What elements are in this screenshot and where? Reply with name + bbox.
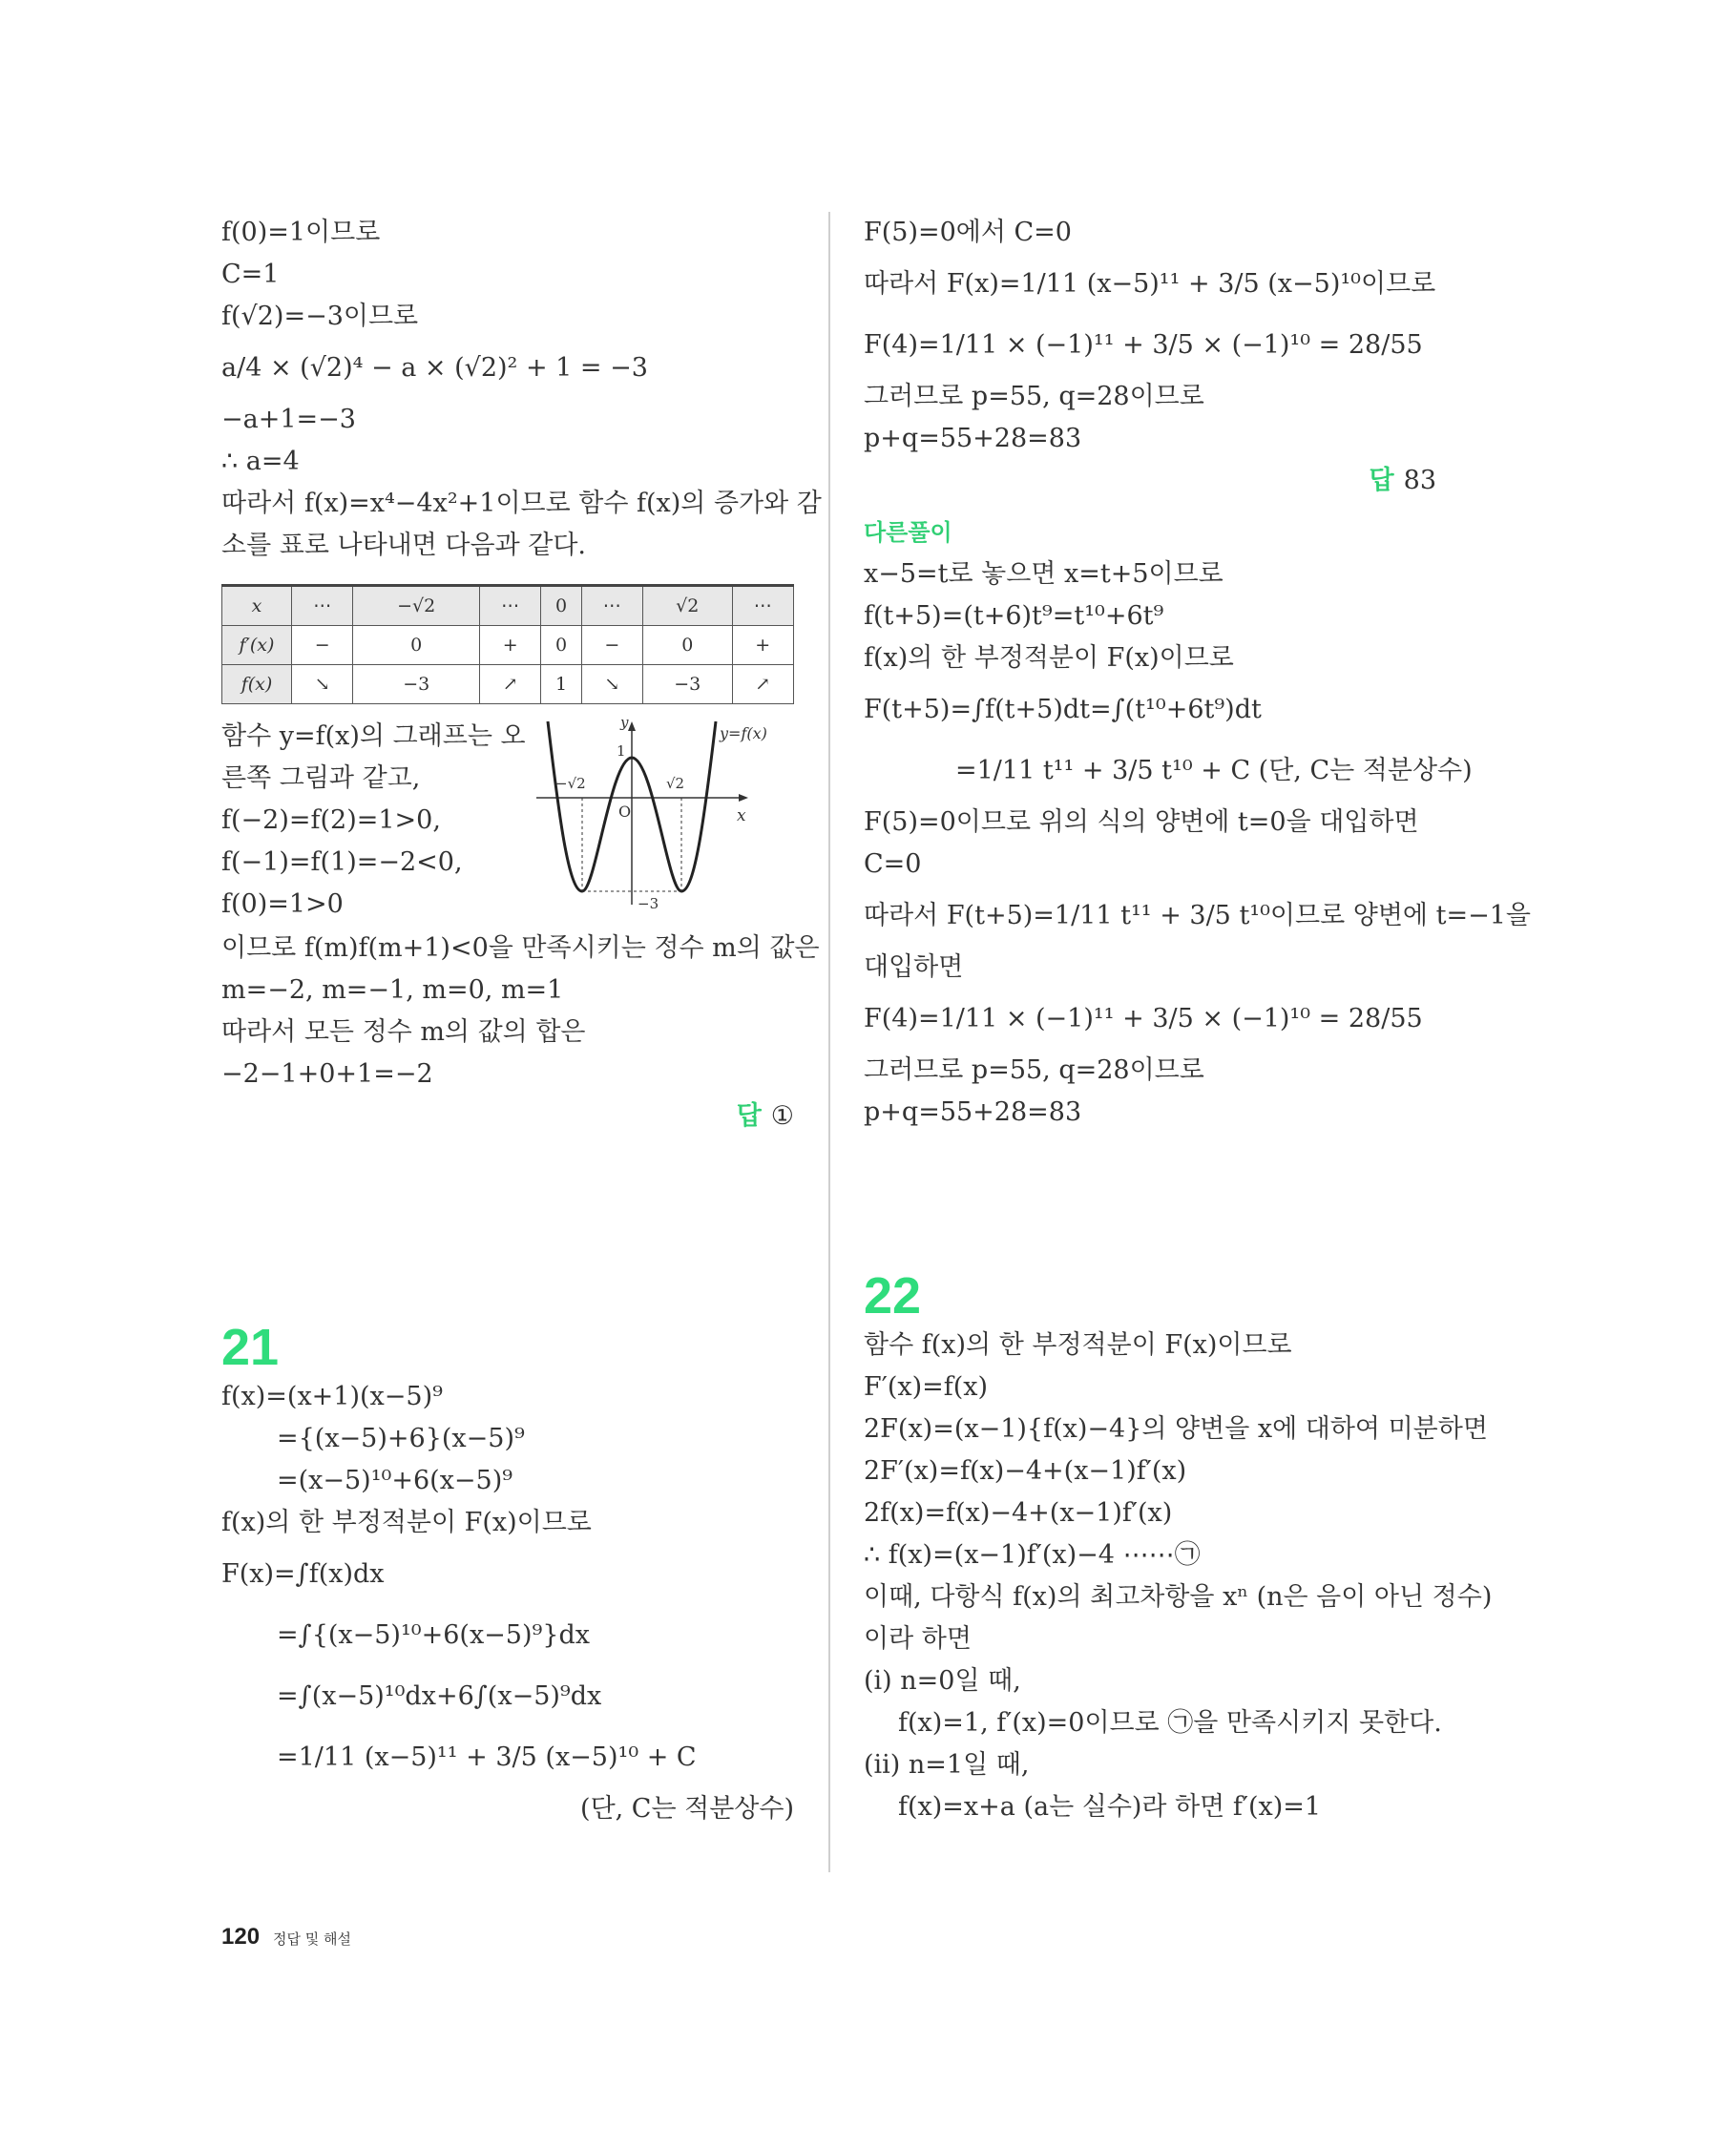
answer-label: 답 xyxy=(1369,466,1394,495)
x-axis-label: x xyxy=(737,806,746,825)
table-cell: ↘ xyxy=(292,665,353,704)
table-cell: ↗ xyxy=(732,665,794,704)
text-line: F(4)=1/11 × (−1)¹¹ + 3/5 × (−1)¹⁰ = 28/55 xyxy=(864,330,1423,360)
curve-label: y=f(x) xyxy=(720,724,767,742)
integration-constant-note: (단, C는 적분상수) xyxy=(580,1794,794,1824)
x-axis-arrow-icon xyxy=(739,794,748,802)
text-line: F(4)=1/11 × (−1)¹¹ + 3/5 × (−1)¹⁰ = 28/55 xyxy=(864,1004,1423,1033)
table-cell: ⋯ xyxy=(581,586,642,626)
alt-solution-title: 다른풀이 xyxy=(864,519,952,546)
table-cell: f′(x) xyxy=(222,626,292,665)
text-line: f(t+5)=(t+6)t⁹=t¹⁰+6t⁹ xyxy=(864,601,1164,631)
table-header-row xyxy=(222,586,794,626)
text-line: 2F(x)=(x−1){f(x)−4}의 양변을 x에 대하여 미분하면 xyxy=(864,1414,1488,1444)
table-cell: −3 xyxy=(353,665,480,704)
answer-value: 83 xyxy=(1403,466,1436,495)
text-line: m=−2, m=−1, m=0, m=1 xyxy=(221,975,564,1005)
text-line: 른쪽 그림과 같고, xyxy=(221,763,421,793)
problem-number: 21 xyxy=(221,1319,280,1376)
y-axis-arrow-icon xyxy=(628,721,636,731)
y-axis-label: y xyxy=(620,714,629,731)
answer-line xyxy=(864,460,1436,502)
table-cell: f(x) xyxy=(222,665,292,704)
text-line: F′(x)=f(x) xyxy=(864,1372,989,1402)
table-cell: − xyxy=(581,626,642,665)
text-line: F(t+5)=∫f(t+5)dt=∫(t¹⁰+6t⁹)dt xyxy=(864,695,1262,724)
text-line: 이때, 다항식 f(x)의 최고차항을 xⁿ (n은 음이 아닌 정수) xyxy=(864,1582,1493,1612)
text-line: −2−1+0+1=−2 xyxy=(221,1059,433,1089)
table-cell: ⋯ xyxy=(732,586,794,626)
text-line: 이므로 f(m)f(m+1)<0을 만족시키는 정수 m의 값은 xyxy=(221,933,820,963)
table-cell: ⋯ xyxy=(292,586,353,626)
right-column xyxy=(864,212,1531,1828)
table-cell: − xyxy=(292,626,353,665)
text-line: 2f(x)=f(x)−4+(x−1)f′(x) xyxy=(864,1498,1173,1528)
text-line: 함수 y=f(x)의 그래프는 오 xyxy=(221,721,526,751)
table-cell: √2 xyxy=(643,586,732,626)
sign-table xyxy=(221,584,794,704)
text-line: p+q=55+28=83 xyxy=(864,424,1082,453)
text-line: 이라 하면 xyxy=(864,1624,972,1654)
table-row xyxy=(222,665,794,704)
table-cell: 0 xyxy=(353,626,480,665)
table-cell: ↗ xyxy=(479,665,540,704)
text-line: −a+1=−3 xyxy=(221,405,356,434)
text-line: 소를 표로 나타내면 다음과 같다. xyxy=(221,531,586,560)
text-line: f(x)의 한 부정적분이 F(x)이므로 xyxy=(864,643,1234,673)
tick-label: √2 xyxy=(666,775,685,792)
text-line: (ⅱ) n=1일 때, xyxy=(864,1750,1030,1780)
text-line: x−5=t로 놓으면 x=t+5이므로 xyxy=(864,559,1224,589)
text-line: a/4 × (√2)⁴ − a × (√2)² + 1 = −3 xyxy=(221,353,648,383)
text-line: f(x)의 한 부정적분이 F(x)이므로 xyxy=(221,1508,592,1537)
text-line: 그러므로 p=55, q=28이므로 xyxy=(864,382,1204,411)
table-cell: + xyxy=(479,626,540,665)
text-line: ∴ f(x)=(x−1)f′(x)−4 ⋯⋯㉠ xyxy=(864,1540,1201,1570)
text-line: f(x)=x+a (a는 실수)라 하면 f′(x)=1 xyxy=(898,1792,1322,1822)
page-number: 120 xyxy=(221,1924,261,1950)
text-line: (ⅰ) n=0일 때, xyxy=(864,1666,1021,1696)
text-line: ={(x−5)+6}(x−5)⁹ xyxy=(277,1424,525,1453)
text-line: =(x−5)¹⁰+6(x−5)⁹ xyxy=(277,1466,513,1495)
table-cell: + xyxy=(732,626,794,665)
answer-value: ① xyxy=(770,1101,794,1131)
table-cell: 0 xyxy=(541,626,581,665)
text-line: p+q=55+28=83 xyxy=(864,1097,1082,1127)
text-line: =1/11 t¹¹ + 3/5 t¹⁰ + C (단, C는 적분상수) xyxy=(955,756,1473,785)
text-line: 그러므로 p=55, q=28이므로 xyxy=(864,1055,1204,1085)
text-line: 따라서 f(x)=x⁴−4x²+1이므로 함수 f(x)의 증가와 감 xyxy=(221,489,822,518)
table-cell: ⋯ xyxy=(479,586,540,626)
table-cell: −√2 xyxy=(353,586,480,626)
text-line: 대입하면 xyxy=(864,952,964,982)
text-line: f(x)=1, f′(x)=0이므로 ㉠을 만족시키지 못한다. xyxy=(898,1708,1442,1738)
text-line: f(√2)=−3이므로 xyxy=(221,302,419,331)
text-line: f(−1)=f(1)=−2<0, xyxy=(221,847,463,877)
answer-line xyxy=(221,1095,794,1137)
text-line: F(5)=0에서 C=0 xyxy=(864,218,1072,247)
text-line: 2F′(x)=f(x)−4+(x−1)f′(x) xyxy=(864,1456,1187,1486)
text-line: =∫{(x−5)¹⁰+6(x−5)⁹}dx xyxy=(277,1620,591,1650)
text-line: f(0)=1이므로 xyxy=(221,218,381,247)
table-cell: ↘ xyxy=(581,665,642,704)
text-line: 따라서 F(x)=1/11 (x−5)¹¹ + 3/5 (x−5)¹⁰이므로 xyxy=(864,269,1436,299)
page-footer xyxy=(221,1924,351,1951)
text-line: 따라서 모든 정수 m의 값의 합은 xyxy=(221,1017,586,1047)
text-line: f(−2)=f(2)=1>0, xyxy=(221,805,441,835)
function-graph xyxy=(536,704,794,914)
tick-label: −√2 xyxy=(555,775,586,792)
table-cell: 0 xyxy=(643,626,732,665)
text-line: C=0 xyxy=(864,849,922,879)
table-cell: −3 xyxy=(643,665,732,704)
footer-label: 정답 및 해설 xyxy=(273,1930,352,1948)
graph-block xyxy=(221,716,794,928)
table-cell: 0 xyxy=(541,586,581,626)
table-cell: 1 xyxy=(541,665,581,704)
left-column xyxy=(221,212,822,1830)
problem-number: 22 xyxy=(864,1267,922,1325)
column-divider xyxy=(828,212,830,1872)
tick-label: 1 xyxy=(617,742,626,760)
text-line: =∫(x−5)¹⁰dx+6∫(x−5)⁹dx xyxy=(277,1681,602,1711)
text-line: 따라서 F(t+5)=1/11 t¹¹ + 3/5 t¹⁰이므로 양변에 t=−1을 xyxy=(864,901,1531,930)
text-line: f(x)=(x+1)(x−5)⁹ xyxy=(221,1382,443,1411)
table-row xyxy=(222,626,794,665)
text-line: ∴ a=4 xyxy=(221,447,300,476)
origin-label: O xyxy=(618,803,632,821)
text-line: C=1 xyxy=(221,260,280,289)
text-line: =1/11 (x−5)¹¹ + 3/5 (x−5)¹⁰ + C xyxy=(277,1742,697,1772)
text-line: F(x)=∫f(x)dx xyxy=(221,1559,385,1589)
answer-label: 답 xyxy=(736,1101,762,1131)
text-line: f(0)=1>0 xyxy=(221,889,344,919)
text-line: F(5)=0이므로 위의 식의 양변에 t=0을 대입하면 xyxy=(864,807,1419,837)
text-line: 함수 f(x)의 한 부정적분이 F(x)이므로 xyxy=(864,1330,1292,1360)
tick-label: −3 xyxy=(638,895,659,912)
table-cell: x xyxy=(222,586,292,626)
